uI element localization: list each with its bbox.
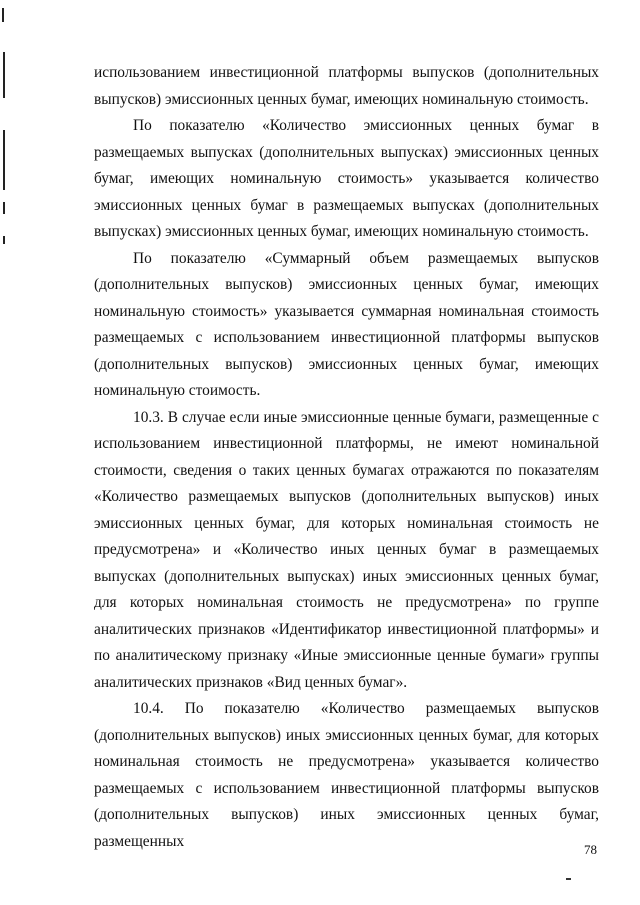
scan-mark <box>566 878 571 880</box>
scan-edge-mark <box>2 8 4 22</box>
paragraph-section-10-4: 10.4. По показателю «Количество размещаемых выпусков (дополнительных выпусков) иных эмиссионных ценных бумаг, для которых номинальная стоимость не предусмотрена» указывается количество размещаемых с использованием инвестиционной платформы выпусков (дополнительных выпусков) иных эмиссионных ценных бумаг, размещенных <box>94 700 599 850</box>
page-number: 78 <box>584 842 597 857</box>
scan-edge-mark <box>3 52 5 98</box>
paragraph: По показателю «Количество эмиссионных ценных бумаг в размещаемых выпусках (дополнительных выпусках) эмиссионных ценных бумаг, имеющих номинальную стоимость» указывается количество эмиссионных ценных бумаг в размещаемых выпусках (дополнительных выпусках) эмиссионных ценных бумаг, имеющих номинальную стоимость. <box>94 117 599 240</box>
paragraph: По показателю «Суммарный объем размещаемых выпусков (дополнительных выпусков) эмиссионных ценных бумаг, имеющих номинальную стоимость» указывается суммарная номинальная стоимость размещаемых с использованием инвестиционной платформы выпусков (дополнительных выпусков) эмиссионных ценных бумаг, имеющих номинальную стоимость. <box>94 249 599 399</box>
document-body <box>94 60 599 855</box>
scan-edge-mark <box>3 202 5 214</box>
paragraph-section-10-3: 10.3. В случае если иные эмиссионные ценные бумаги, размещенные с использованием инвестиционной платформы, не имеют номинальной стоимости, сведения о таких ценных бумагах отражаются по показателям «Количество размещаемых выпусков (дополнительных выпусков) иных эмиссионных ценных бумаг, для которых номинальная стоимость не предусмотрена» и «Количество иных ценных бумаг в размещаемых выпусках (дополнительных выпусках) иных эмиссионных ценных бумаг, для которых номинальная стоимость не предусмотрена» по группе аналитических признаков «Идентификатор инвестиционной платформы» и по аналитическому признаку «Иные эмиссионные ценные бумаги» группы аналитических признаков «Вид ценных бумаг». <box>94 408 599 691</box>
scan-edge-mark <box>3 130 5 190</box>
scan-edge-mark <box>3 236 5 244</box>
paragraph: использованием инвестиционной платформы выпусков (дополнительных выпусков) эмиссионных ценных бумаг, имеющих номинальную стоимость. <box>94 64 599 108</box>
